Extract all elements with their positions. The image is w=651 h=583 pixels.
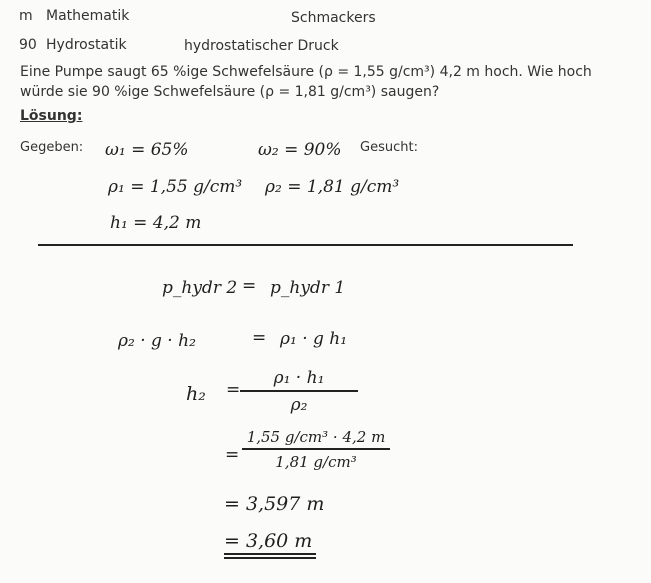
- eq4-fraction: [242, 428, 390, 471]
- header-topic: hydrostatischer Druck: [184, 38, 339, 54]
- eq4-numerator: 1,55 g/cm³ · 4,2 m: [246, 428, 386, 446]
- eq1-equals: =: [242, 276, 257, 296]
- eq4-denominator: 1,81 g/cm³: [275, 452, 357, 471]
- result-underline-2: [224, 557, 316, 559]
- eq4-equals: =: [225, 445, 240, 465]
- given-label: Gegeben:: [20, 140, 84, 155]
- eq3-lhs: h₂: [186, 383, 206, 405]
- given-w1: ω₁ = 65%: [105, 140, 189, 160]
- eq4-fraction-bar: [242, 448, 390, 450]
- given-h1: h₁ = 4,2 m: [110, 213, 202, 233]
- header-author: Schmackers: [291, 10, 376, 26]
- eq5-intermediate: = 3,597 m: [224, 493, 325, 515]
- eq1-left: p_hydr 2: [162, 278, 238, 298]
- eq3-fraction-bar: [240, 390, 358, 392]
- eq3-denominator: ρ₂: [290, 394, 308, 415]
- eq3-numerator: ρ₁ · h₁: [273, 368, 325, 388]
- header-subject: Mathematik: [46, 8, 130, 24]
- result-underline-1: [224, 553, 316, 555]
- eq2-left: ρ₂ · g · h₂: [118, 331, 196, 351]
- problem-line-2: würde sie 90 %ige Schwefelsäure (ρ = 1,81 g/cm³) saugen?: [20, 84, 440, 100]
- problem-line-1: Eine Pumpe saugt 65 %ige Schwefelsäure (ρ = 1,55 g/cm³) 4,2 m hoch. Wie hoch: [20, 64, 592, 80]
- eq3-fraction: [240, 368, 358, 415]
- header-code-number: 90: [19, 37, 37, 53]
- sought-label: Gesucht:: [360, 140, 418, 155]
- eq3-equals: =: [226, 380, 241, 400]
- divider-line: [38, 244, 573, 246]
- header-chapter: Hydrostatik: [46, 37, 127, 53]
- header-code-m: m: [19, 8, 33, 24]
- eq2-equals: =: [252, 328, 267, 348]
- eq2-right: ρ₁ · g h₁: [280, 329, 348, 349]
- final-result: = 3,60 m: [224, 530, 313, 552]
- given-rho2: ρ₂ = 1,81 g/cm³: [265, 177, 400, 197]
- given-w2: ω₂ = 90%: [258, 140, 342, 160]
- solution-heading: Lösung:: [20, 108, 83, 124]
- given-rho1: ρ₁ = 1,55 g/cm³: [108, 177, 243, 197]
- eq1-right: p_hydr 1: [270, 278, 346, 298]
